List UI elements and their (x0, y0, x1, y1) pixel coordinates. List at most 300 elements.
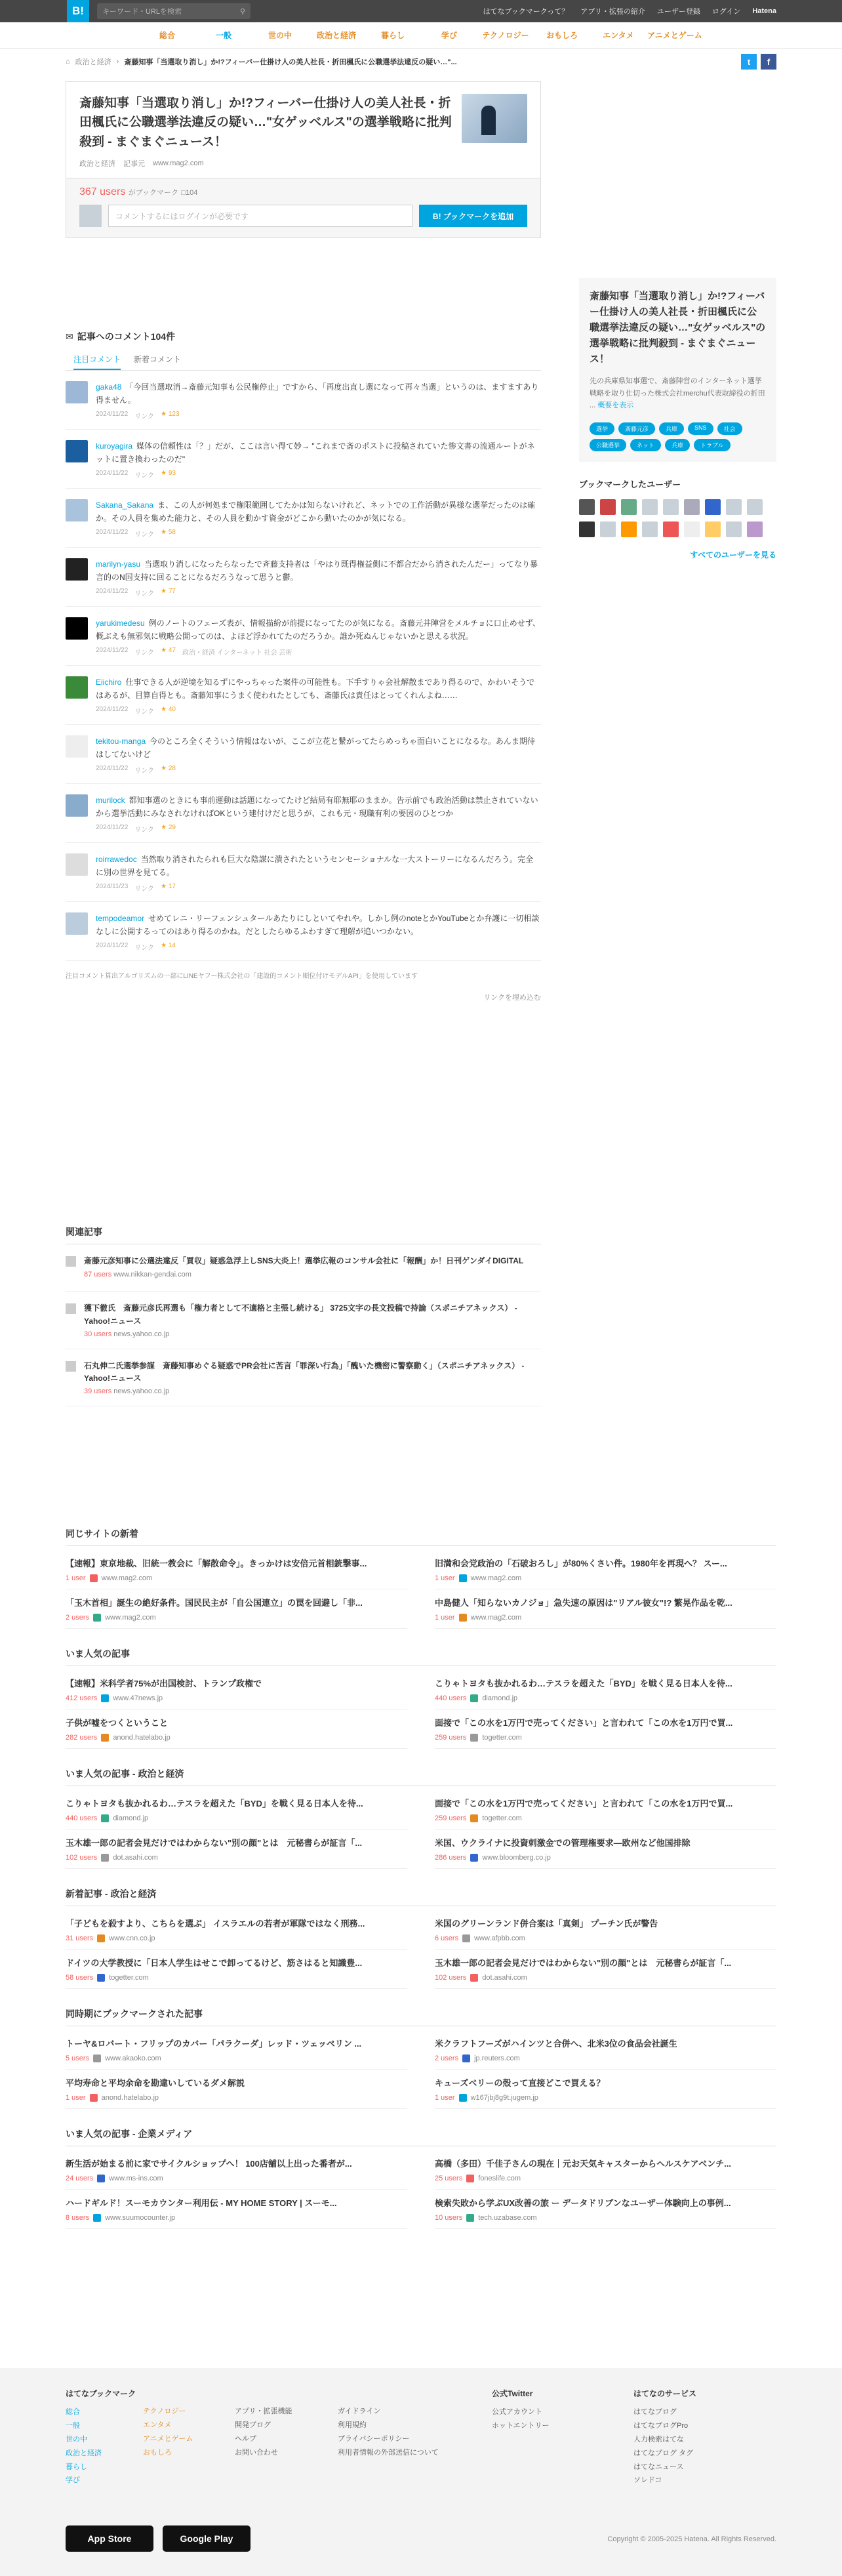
link-login[interactable]: ログイン (712, 8, 741, 16)
article-title[interactable]: トーヤ&ロバート・フリップのカバー「パラクーダ」レッド・ツェッペリン ... (66, 2039, 362, 2049)
comment-meta (96, 588, 541, 598)
user-avatar[interactable] (579, 521, 595, 537)
article-users[interactable]: 286 users (435, 1854, 467, 1862)
commenter-name[interactable]: tekitou-manga (96, 737, 146, 746)
footer-link[interactable]: アプリ・拡張機能 (235, 2407, 292, 2415)
comment-date[interactable]: 2024/11/22 (96, 587, 129, 595)
footer-services-heading: はてなのサービス (633, 2389, 697, 2398)
article-domain[interactable]: www.mag2.com (470, 1574, 522, 1582)
breadcrumb-category[interactable]: 政治と経済 (75, 58, 111, 66)
search-input[interactable] (97, 3, 251, 19)
tag-chip[interactable]: SNS (688, 422, 713, 435)
side-title[interactable]: 斎藤知事「当選取り消し」か!?フィーバー仕掛け人の美人社長・折田楓氏に公職選挙法違反の疑い…"女ゲッベルス"の選挙戦略に批判殺到 - まぐまぐニュース！ (590, 291, 766, 365)
article-users[interactable]: 31 users (66, 1934, 94, 1942)
comment-tags: 政治・経済 インターネット 社会 芸術 (182, 649, 292, 657)
star-count[interactable]: ★ 47 (161, 646, 176, 654)
article-users[interactable]: 102 users (435, 1974, 467, 1982)
favicon-icon (470, 1814, 478, 1822)
tag-chip[interactable]: ネット (630, 439, 661, 451)
footer-link[interactable]: プライバシーポリシー (338, 2434, 410, 2443)
article-domain[interactable]: www.afpbb.com (474, 1934, 525, 1942)
comment-date[interactable]: 2024/11/22 (96, 469, 129, 477)
comment-link[interactable]: リンク (134, 885, 155, 893)
article-meta (435, 1934, 776, 1942)
article-users[interactable]: 259 users (435, 1734, 467, 1742)
tag-chip[interactable]: 兵庫 (659, 422, 684, 435)
hatena-logo[interactable]: Hatena (752, 7, 776, 15)
search-icon[interactable]: ⚲ (239, 7, 245, 16)
footer-link[interactable]: はてなブログ (633, 2408, 677, 2416)
commenter-name[interactable]: marilyn-yasu (96, 560, 141, 569)
cat-general[interactable]: 総合 (159, 31, 175, 40)
article-users[interactable]: 282 users (66, 1734, 98, 1742)
footer-link[interactable]: はてなブログPro (633, 2421, 689, 2430)
article-meta (66, 2175, 407, 2182)
article-domain[interactable]: www.cnn.co.jp (109, 1934, 155, 1942)
article-domain[interactable]: jp.reuters.com (474, 2055, 520, 2062)
footer-link[interactable]: 公式アカウント (492, 2408, 542, 2416)
commenter-avatar[interactable] (66, 676, 88, 699)
article-domain[interactable]: anond.hatelabo.jp (113, 1734, 170, 1742)
article-users[interactable]: 1 user (435, 2094, 455, 2102)
star-count[interactable]: ★ 14 (161, 941, 176, 949)
article-domain[interactable]: www.mag2.com (470, 1614, 522, 1622)
article-domain[interactable]: diamond.jp (482, 1694, 518, 1702)
group-grid (66, 2150, 776, 2229)
article-users[interactable]: 8 users (66, 2214, 90, 2222)
article-domain[interactable]: www.bloomberg.co.jp (482, 1854, 551, 1862)
comment-date[interactable]: 2024/11/22 (96, 646, 129, 654)
star-count[interactable]: ★ 123 (161, 410, 180, 418)
article-card (66, 2030, 407, 2070)
comment-content: 仕事できる人が逆境を知るずにやっちゃった案件の可能性も。下手すりゃ会社解散まであり得るので、かわいそうではあるが、目算自得とも。斎藤知事にうまく使われたとしても、斎藤氏は責任はとってくれんよね…… (96, 678, 535, 700)
article-domain[interactable]: diamond.jp (113, 1814, 149, 1822)
copyright: Copyright © 2005-2025 Hatena. All Rights Reserved. (607, 2535, 776, 2543)
footer-link[interactable]: 学び (66, 2476, 80, 2485)
show-summary-link[interactable]: 概要を表示 (597, 401, 634, 410)
comment-item (66, 607, 541, 666)
article-title[interactable]: キューズベリーの殻って直接どこで買える？ (435, 2078, 605, 2088)
related-domain[interactable]: news.yahoo.co.jp (113, 1387, 170, 1396)
article-title[interactable]: こりゃトヨタも抜かれるわ…テスラを超えた「BYD」を戦く見る日本人を待... (435, 1679, 732, 1688)
commenter-name[interactable]: Eiichiro (96, 678, 122, 687)
link-signup[interactable]: ユーザー登録 (656, 8, 700, 16)
star-count[interactable]: ★ 40 (161, 705, 176, 713)
footer-link[interactable]: おもしろ (143, 2448, 172, 2457)
all-users-link[interactable]: すべてのユーザーを見る (690, 550, 776, 560)
article-domain[interactable]: www.akaoko.com (105, 2055, 161, 2062)
group-grid (66, 1790, 776, 1869)
tag-chip[interactable]: トラブル (694, 439, 731, 451)
user-avatar[interactable] (747, 499, 763, 515)
comment-date[interactable]: 2024/11/22 (96, 823, 129, 831)
article-domain[interactable]: www.47news.jp (113, 1694, 163, 1702)
facebook-share-icon[interactable]: f (761, 54, 776, 70)
user-avatar[interactable] (600, 499, 616, 515)
app-store-badge[interactable]: App Store (66, 2525, 153, 2552)
related-users[interactable]: 87 users (84, 1270, 112, 1278)
article-card (435, 2150, 776, 2190)
related-domain[interactable]: news.yahoo.co.jp (113, 1330, 170, 1338)
article-title[interactable]: こりゃトヨタも抜かれるわ…テスラを超えた「BYD」を戦く見る日本人を待... (66, 1799, 363, 1809)
article-meta (66, 1734, 407, 1742)
tab-new[interactable]: 新着コメント (134, 355, 182, 365)
avatar (79, 205, 102, 227)
user-avatar[interactable] (579, 499, 595, 515)
comment-link[interactable]: リンク (134, 767, 155, 775)
group-grid (66, 1550, 776, 1629)
article-domain[interactable]: foneslife.com (478, 2175, 521, 2182)
comment-body (96, 794, 541, 834)
comment-meta (96, 647, 541, 657)
entry-edit-link[interactable]: 記事元 (123, 160, 145, 169)
entry-thumbnail[interactable] (462, 94, 527, 143)
group-grid (66, 1670, 776, 1749)
star-count[interactable]: ★ 77 (161, 587, 176, 595)
article-card (66, 1790, 407, 1830)
article-users[interactable]: 102 users (66, 1854, 98, 1862)
user-avatar[interactable] (621, 499, 637, 515)
user-avatar[interactable] (663, 521, 679, 537)
comment-body (96, 617, 541, 657)
favicon-icon (459, 1614, 467, 1622)
comment-date[interactable]: 2024/11/22 (96, 528, 129, 536)
article-title[interactable]: ハードギルド！スーモカウンター利用伝 - MY HOME STORY | スーモ... (66, 2198, 337, 2208)
related-meta (84, 1330, 541, 1338)
article-title[interactable]: 玉木雄一郎の記者会見だけではわからない"別の顔"とは 元秘書らが証言「... (66, 1838, 363, 1848)
comment-link[interactable]: リンク (134, 944, 155, 952)
link-about[interactable]: はてなブックマークって？ (483, 8, 569, 16)
article-domain[interactable]: dot.asahi.com (113, 1854, 158, 1862)
article-title[interactable]: 「玉木首相」誕生の絶好条件。国民民主が「自公国連立」の罠を回避し「非... (66, 1598, 363, 1608)
footer-link[interactable]: はてなニュース (633, 2463, 684, 2471)
related-users[interactable]: 39 users (84, 1387, 112, 1396)
favicon-icon (470, 1694, 478, 1702)
star-count[interactable]: ★ 93 (161, 469, 176, 477)
article-domain[interactable]: tech.uzabase.com (478, 2214, 537, 2222)
article-title[interactable]: 【速報】米科学者75%が出国検討、トランプ政権で (66, 1679, 262, 1688)
comment-meta (96, 883, 541, 893)
article-users[interactable]: 2 users (435, 2055, 459, 2062)
article-title[interactable]: 米国、ウクライナに投資刺激金での管理権要求―欧州など他国排除 (435, 1838, 691, 1848)
article-domain[interactable]: togetter.com (109, 1974, 149, 1982)
favicon-icon (93, 2214, 101, 2222)
top-bar (0, 0, 842, 22)
footer-link[interactable]: 人力検索はてな (633, 2435, 684, 2443)
star-count[interactable]: ★ 58 (161, 528, 176, 536)
footer-link[interactable]: テクノロジー (143, 2407, 186, 2415)
comment-text (96, 735, 541, 760)
article-card (66, 2070, 407, 2109)
entry-domain[interactable]: www.mag2.com (153, 159, 204, 168)
article-domain[interactable]: www.mag2.com (101, 1574, 153, 1582)
footer-link[interactable]: ソレドコ (633, 2476, 662, 2485)
comment-content: 媒体の信頼性は「？」だが、ここは言い得て妙→ "これまで斎のポストに投稿されていた惨文書の流通ルートがネットに置き換わったのだ" (96, 441, 535, 464)
comment-meta (96, 765, 541, 775)
article-icon (66, 1361, 76, 1372)
comment-content: せめてレニ・リーフェンシュタールあたりにしといてやれや。しかし例のnoteとかYouTubeとか弁護に一切相談なしに公開するってのはあり得るのかね。だとしたらゆるふわすぎて理解が追いつかない。 (96, 914, 540, 936)
comment-item (66, 489, 541, 548)
related-domain[interactable]: www.nikkan-gendai.com (113, 1270, 191, 1278)
comment-content: 今のところ全くそういう情報はないが、ここが立花と繋がってたらめっちゃ面白いことになるな。あんま期待はしてないけど (96, 737, 535, 759)
article-title[interactable]: 面接で「この水を1万円で売ってください」と言われて「この水を1万円で買... (435, 1799, 733, 1809)
favicon-icon (90, 1574, 98, 1582)
cat-economics[interactable]: 政治と経済 (316, 31, 356, 40)
cat-it[interactable]: テクノロジー (482, 31, 529, 40)
comment-meta (96, 470, 541, 480)
article-card (435, 2190, 776, 2229)
entry-title[interactable]: 斎藤知事「当選取り消し」か!?フィーバー仕掛け人の美人社長・折田楓氏に公職選挙法違反の疑い…"女ゲッベルス"の選挙戦略に批判殺到 - まぐまぐニュース！ (79, 96, 452, 149)
commenter-avatar[interactable] (66, 853, 88, 876)
embed-link[interactable]: リンクを埋め込む (483, 994, 541, 1002)
footer-link[interactable]: 世の中 (66, 2435, 87, 2443)
article-users[interactable]: 1 user (66, 1574, 86, 1582)
comment-date[interactable]: 2024/11/23 (96, 882, 129, 890)
related-item (66, 1349, 541, 1406)
article-users[interactable]: 1 user (66, 2094, 86, 2102)
commenter-name[interactable]: gaka48 (96, 382, 122, 392)
footer-link[interactable]: はてなブログ タグ (633, 2449, 694, 2457)
related-item (66, 1292, 541, 1349)
commenter-avatar[interactable] (66, 617, 88, 640)
article-users[interactable]: 1 user (435, 1574, 455, 1582)
comment-icon: □ (181, 189, 186, 197)
footer-link[interactable]: お問い合わせ (235, 2448, 278, 2457)
related-title[interactable]: 斎藤元彦知事に公選法違反「買収」疑惑急浮上しSNS大炎上！選挙広報のコンサル会社に「報酬」か！日刊ゲンダイDIGITAL (84, 1256, 524, 1266)
cat-social[interactable]: 世の中 (268, 31, 292, 40)
article-icon (66, 1256, 76, 1267)
comment-link[interactable]: リンク (134, 531, 155, 539)
commenter-name[interactable]: roirrawedoc (96, 855, 137, 865)
commenter-avatar[interactable] (66, 912, 88, 935)
article-meta (435, 1574, 776, 1582)
article-users[interactable]: 440 users (435, 1694, 467, 1702)
comment-content: 当選取り消しになったらなったで斉藤支持者は「やはり既得権益側に不都合だから消されたんだー」ってなり暴言的のN国支持に回ることになるだろうなって思うと鬱。 (96, 560, 538, 582)
article-users[interactable]: 440 users (66, 1814, 98, 1822)
article-users[interactable]: 2 users (66, 1614, 90, 1622)
article-users[interactable]: 24 users (66, 2175, 94, 2182)
footer-link[interactable]: 総合 (66, 2408, 80, 2416)
article-title[interactable]: 面接で「この水を1万円で売ってください」と言われて「この水を1万円で買... (435, 1718, 733, 1728)
footer-link[interactable]: ホットエントリー (492, 2421, 550, 2430)
cat-ippan[interactable]: 一般 (215, 31, 231, 40)
article-title[interactable]: 「子どもを殺すより、こちらを選ぶ」 イスラエルの若者が軍隊ではなく刑務... (66, 1919, 365, 1929)
commenter-name[interactable]: Sakana_Sakana (96, 501, 154, 510)
article-title[interactable]: 中島健人「知らないカノジョ」急失速の原因は"リアル彼女"!? 繁晃作品を乾... (435, 1598, 732, 1608)
footer-link[interactable]: アニメとゲーム (143, 2434, 193, 2443)
group-header: いま人気の記事 - 企業メディア (66, 2127, 776, 2146)
article-title[interactable]: ドイツの大学教授に「日本人学生はせこで卸ってるけど、筋さはると知識豊... (66, 1958, 363, 1968)
footer-heading: はてなブックマーク (66, 2389, 136, 2398)
article-domain[interactable]: dot.asahi.com (482, 1974, 527, 1982)
star-count[interactable]: ★ 17 (161, 882, 176, 890)
footer-link[interactable]: 利用規約 (338, 2421, 367, 2429)
comment-link[interactable]: リンク (134, 649, 155, 657)
comment-body (96, 381, 541, 421)
user-avatar[interactable] (663, 499, 679, 515)
article-card (435, 1950, 776, 1989)
comment-link[interactable]: リンク (134, 590, 155, 598)
comment-meta (96, 942, 541, 952)
user-avatar[interactable] (705, 499, 721, 515)
favicon-icon (466, 2214, 474, 2222)
comments-header-label: 記事へのコメント104件 (77, 331, 176, 342)
comment-item (66, 371, 541, 430)
side-desc: 先の兵庫県知事選で、斎藤陣営のインターネット選挙戦略を取り仕切った株式会社merchu代表取締役の折田 ... (590, 377, 765, 410)
commenter-avatar[interactable] (66, 794, 88, 817)
tag-chip[interactable]: 選挙 (590, 422, 614, 435)
article-title[interactable]: 検索失敗から学ぶUX改善の旅 ー データドリブンなユーザー体験向上の事例... (435, 2198, 731, 2208)
twitter-share-icon[interactable]: t (741, 54, 757, 70)
footer-link[interactable]: ヘルプ (235, 2434, 256, 2443)
commenter-avatar[interactable] (66, 558, 88, 581)
google-play-badge[interactable]: Google Play (163, 2525, 251, 2552)
related-meta (84, 1387, 541, 1395)
footer-twitter-heading: 公式Twitter (492, 2389, 533, 2398)
article-card (66, 1830, 407, 1869)
article-title[interactable]: 米国のグリーンランド併合案は「真剣」 プーチン氏が警告 (435, 1919, 658, 1929)
commenter-name[interactable]: murilock (96, 796, 125, 806)
article-domain[interactable]: www.ms-ins.com (109, 2175, 163, 2182)
hatena-bookmark-logo[interactable]: B! (67, 0, 89, 22)
article-meta (66, 1854, 407, 1862)
comment-body (96, 912, 541, 952)
commenter-name[interactable]: yarukimedesu (96, 619, 145, 628)
bookmark-count[interactable]: 367 users (79, 186, 126, 198)
article-domain[interactable]: www.suumocounter.jp (105, 2214, 176, 2222)
comment-date[interactable]: 2024/11/22 (96, 764, 129, 772)
commenter-avatar[interactable] (66, 735, 88, 758)
comment-meta (96, 824, 541, 834)
tab-popular[interactable]: 注目コメント (73, 350, 121, 370)
footer-link[interactable]: 暮らし (66, 2463, 87, 2471)
commenter-avatar[interactable] (66, 381, 88, 403)
footer-link[interactable]: 利用者情報の外部送信について (338, 2448, 439, 2457)
article-users[interactable]: 25 users (435, 2175, 463, 2182)
article-users[interactable]: 58 users (66, 1974, 94, 1982)
comment-link[interactable]: リンク (134, 708, 155, 716)
article-domain[interactable]: w167jbj8g9t.jugem.jp (470, 2094, 538, 2102)
favicon-icon (470, 1974, 478, 1982)
favicon-icon (101, 1814, 109, 1822)
article-card (435, 1670, 776, 1709)
user-avatar[interactable] (726, 499, 742, 515)
tag-chip[interactable]: 社会 (717, 422, 742, 435)
favicon-icon (462, 1934, 470, 1942)
article-card (66, 2190, 407, 2229)
footer-link[interactable]: ガイドライン (338, 2407, 381, 2415)
article-users[interactable]: 412 users (66, 1694, 98, 1702)
star-count[interactable]: ★ 29 (161, 823, 176, 831)
cat-fun[interactable]: おもしろ (546, 31, 578, 40)
cat-life[interactable]: 暮らし (380, 31, 405, 40)
commenter-avatar[interactable] (66, 440, 88, 462)
comment-link[interactable]: リンク (134, 413, 155, 420)
cat-game[interactable]: アニメとゲーム (647, 31, 702, 40)
article-users[interactable]: 259 users (435, 1814, 467, 1822)
user-avatar[interactable] (747, 521, 763, 537)
article-card (435, 1910, 776, 1950)
footer-link[interactable]: エンタメ (143, 2421, 172, 2429)
related-users[interactable]: 30 users (84, 1330, 112, 1338)
footer-link[interactable]: 一般 (66, 2421, 80, 2430)
comment-date[interactable]: 2024/11/22 (96, 410, 129, 418)
article-title[interactable]: 【速報】東京地裁、旧統一教会に「解散命令」。きっかけは安倍元首相銃撃事... (66, 1559, 367, 1568)
article-users[interactable]: 6 users (435, 1934, 459, 1942)
related-title[interactable]: 獲下徹氏 斎藤元彦氏再選も「権力者として不適格と主張し続ける」 3725文字の長文投稿で持論（スポニチアネックス） - Yahoo!ニュース (84, 1303, 517, 1326)
user-avatar[interactable] (726, 521, 742, 537)
article-title[interactable]: 高橋（多田）千佳子さんの現在｜元お天気キャスターからヘルスケアベンチ... (435, 2159, 731, 2169)
article-title[interactable]: 新生活が始まる前に家でサイクルショップへ！ 100店舗以上出った番者が... (66, 2159, 352, 2169)
article-title[interactable]: 米クラフトフーズがハインツと合併へ、北米3位の食品会社誕生 (435, 2039, 677, 2049)
user-avatar[interactable] (705, 521, 721, 537)
article-users[interactable]: 10 users (435, 2214, 463, 2222)
comment-date[interactable]: 2024/11/22 (96, 705, 129, 713)
tag-chip[interactable]: 公職選挙 (590, 439, 626, 451)
commenter-name[interactable]: kuroyagira (96, 441, 133, 451)
article-users[interactable]: 5 users (66, 2055, 90, 2062)
comment-body (96, 676, 541, 716)
comment-body (96, 735, 541, 775)
comment-link[interactable]: リンク (134, 472, 155, 480)
link-apps[interactable]: アプリ・拡張の紹介 (580, 8, 645, 16)
user-avatar[interactable] (642, 521, 658, 537)
article-meta (66, 1694, 407, 1702)
main-column (66, 81, 541, 1406)
article-domain[interactable]: togetter.com (482, 1814, 522, 1822)
comment-tabs (66, 350, 541, 371)
entry-category[interactable]: 政治と経済 (79, 160, 115, 169)
article-meta (66, 1614, 407, 1622)
user-avatar[interactable] (684, 521, 700, 537)
article-users[interactable]: 1 user (435, 1614, 455, 1622)
article-title[interactable]: 玉木雄一郎の記者会見だけではわからない"別の顔"とは 元秘書らが証言「... (435, 1958, 732, 1968)
add-bookmark-button[interactable]: B! ブックマークを追加 (419, 205, 527, 227)
article-domain[interactable]: www.mag2.com (105, 1614, 156, 1622)
comment-content: ま、この人が何処まで権限範囲してたかは知らないけれど、ネットでの工作活動が異様な選挙だったのは確か。その人員を集めた能力と、その人員を動かす資金がどこから動いたのかが気になる。 (96, 501, 536, 523)
comment-input[interactable]: コメントするにはログインが必要です (108, 205, 412, 227)
commenter-name[interactable]: tempodeamor (96, 914, 145, 924)
article-title[interactable]: 平均寿命と平均余命を勘違いしているダメ解説 (66, 2078, 245, 2088)
article-domain[interactable]: togetter.com (482, 1734, 522, 1742)
user-avatar[interactable] (621, 521, 637, 537)
user-avatar[interactable] (600, 521, 616, 537)
user-avatar[interactable] (684, 499, 700, 515)
group-grid (66, 2030, 776, 2109)
comment-date[interactable]: 2024/11/22 (96, 941, 129, 949)
comment-text (96, 381, 541, 406)
user-avatar[interactable] (642, 499, 658, 515)
group-header: 新着記事 - 政治と経済 (66, 1887, 776, 1906)
related-title[interactable]: 石丸伸二氏選挙参謀 斎藤知事めぐる疑惑でPR会社に苦言「罪深い行為」「醜いた機密に警察動く」（スポニチアネックス） - Yahoo!ニュース (84, 1360, 525, 1383)
tag-chip[interactable]: 斎藤元彦 (618, 422, 655, 435)
star-count[interactable]: ★ 28 (161, 764, 176, 772)
tag-chip[interactable]: 兵庫 (665, 439, 690, 451)
article-title[interactable]: 子供が嘘をつくということ (66, 1718, 169, 1728)
cat-entertainment[interactable]: エンタメ (603, 31, 634, 40)
footer-link[interactable]: 政治と経済 (66, 2449, 102, 2457)
cat-knowledge[interactable]: 学び (441, 31, 457, 40)
footer-link[interactable]: 開発ブログ (235, 2421, 271, 2429)
article-domain[interactable]: anond.hatelabo.jp (101, 2094, 159, 2102)
article-title[interactable]: 旧満和会党政治の「石破おろし」が80%くさい件。1980年を再現へ？ スー... (435, 1559, 727, 1568)
comment-link[interactable]: リンク (134, 826, 155, 834)
home-icon[interactable]: ⌂ (66, 58, 70, 66)
favicon-icon (97, 1934, 105, 1942)
article-meta (66, 2094, 407, 2102)
commenter-avatar[interactable] (66, 499, 88, 521)
article-card (66, 1910, 407, 1950)
